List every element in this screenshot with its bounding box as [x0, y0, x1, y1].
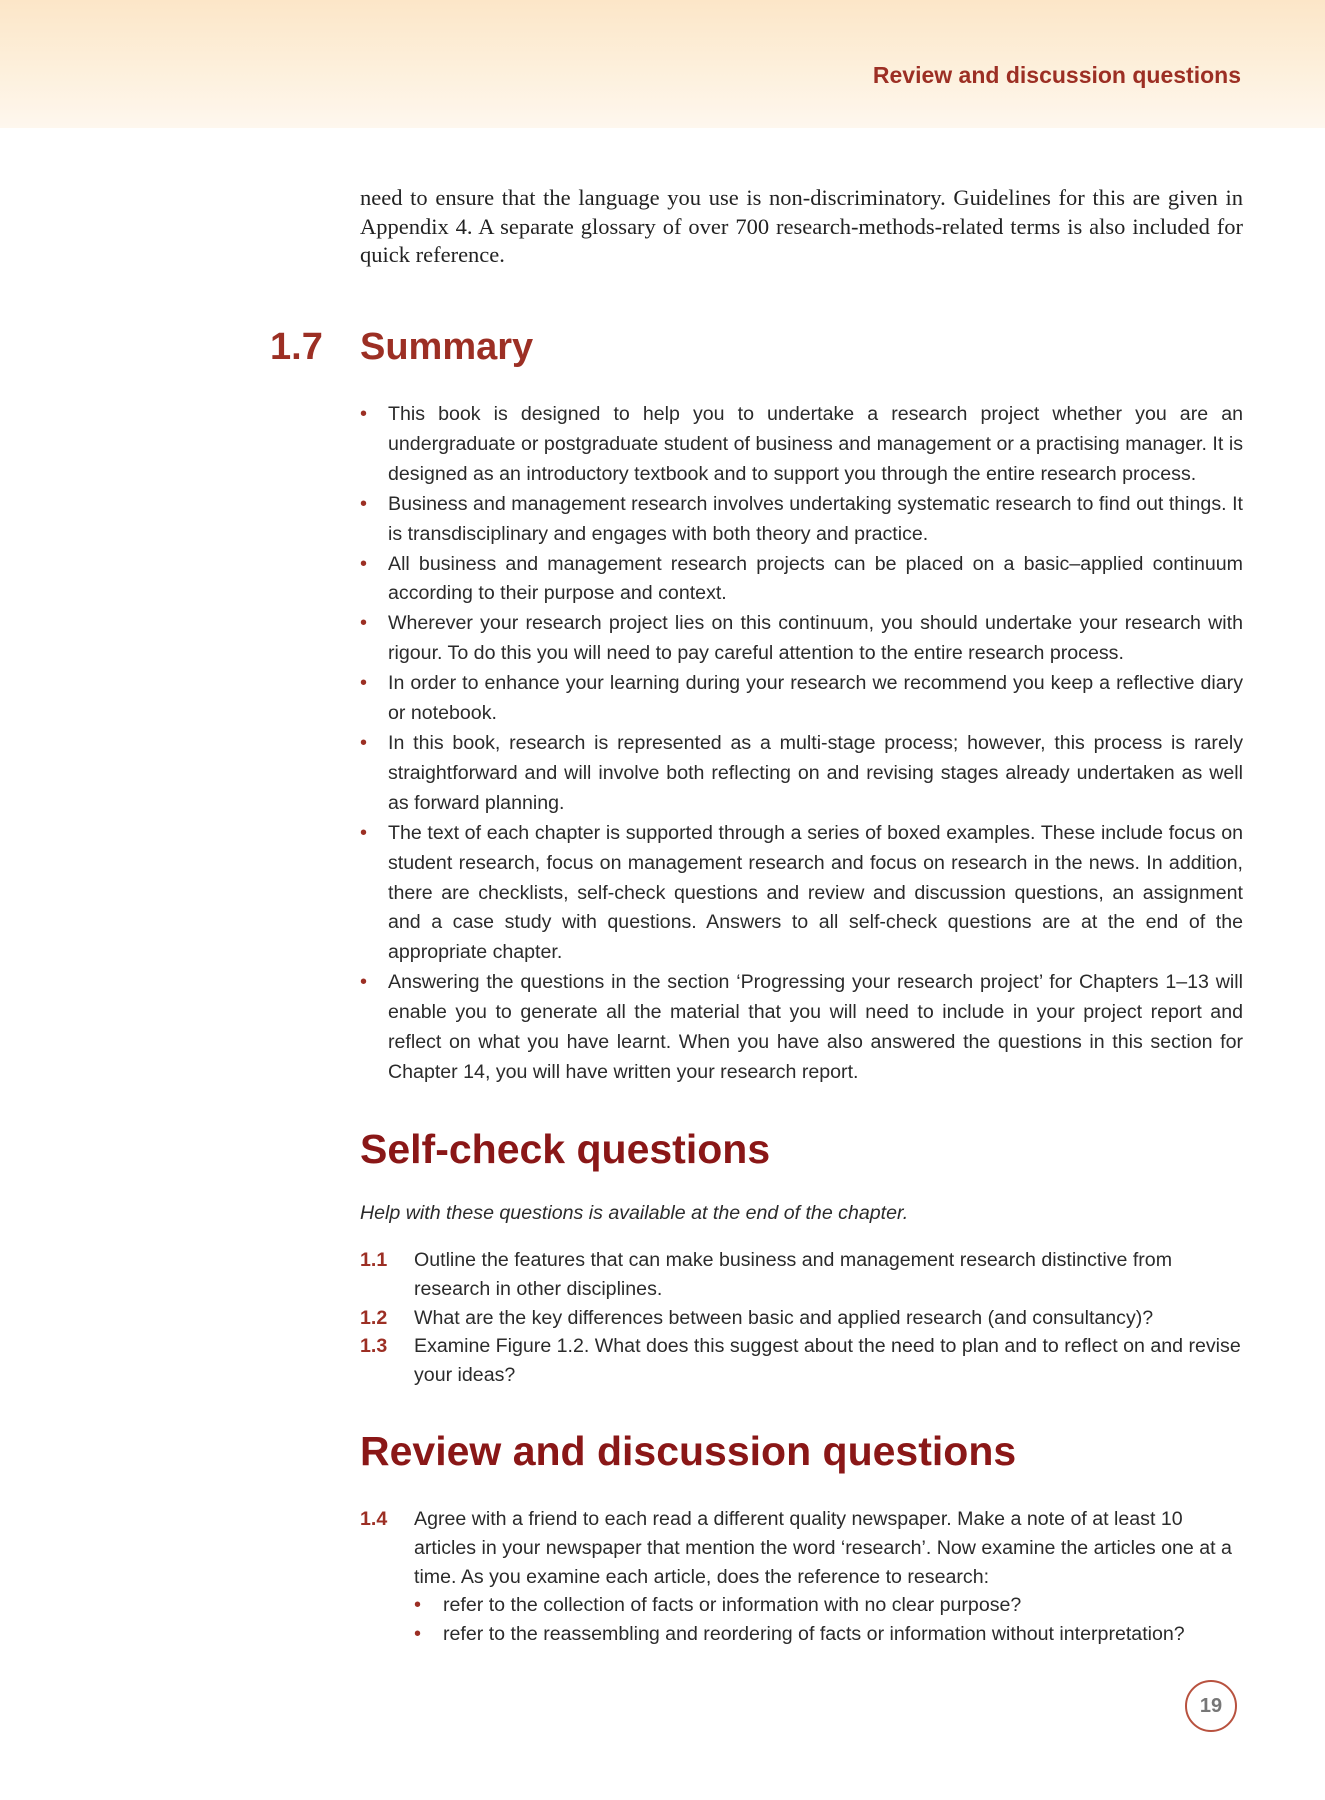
question-text: What are the key differences between basic and applied research (and consultancy)? — [414, 1306, 1154, 1329]
self-check-heading: Self-check questions — [360, 1126, 771, 1172]
bullet-icon: • — [414, 1623, 422, 1646]
self-check-list — [360, 1246, 1243, 1390]
bullet-icon: • — [360, 731, 368, 754]
question-text: Agree with a friend to each read a different quality newspaper. Make a note of at least 10 articles in your newspaper that mention the word ‘research’. Now examine the articles one at a time. As you examine each article, does the reference to research: — [414, 1508, 1232, 1588]
question-item — [360, 1332, 1243, 1390]
question-text: Outline the features that can make business and management research distinctive from research in other disciplines. — [414, 1249, 1173, 1300]
bullet-icon: • — [414, 1594, 422, 1617]
sub-item-text: refer to the reassembling and reordering of facts or information without interpretation? — [443, 1623, 1185, 1646]
question-item — [360, 1246, 1243, 1304]
summary-item — [360, 968, 1243, 1088]
question-number: 1.3 — [360, 1335, 388, 1358]
summary-item-text: Wherever your research project lies on this continuum, you should undertake your research with rigour. To do this you will need to pay careful attention to the entire research process. — [388, 612, 1243, 665]
section-number: 1.7 — [270, 326, 323, 368]
page-number-badge: 19 — [1185, 1680, 1237, 1732]
summary-item — [360, 550, 1243, 610]
review-list — [360, 1505, 1243, 1649]
summary-item-text: The text of each chapter is supported through a series of boxed examples. These include focus on student research, focus on management research and focus on research in the news. In addition, there are checklists, self-check questions and review and discussion questions, an assignment and a case study with questions. Answers to all self-check questions are at the end of the appropriate chapter. — [388, 821, 1243, 964]
sub-item — [414, 1591, 1243, 1620]
summary-list — [360, 400, 1243, 1088]
summary-item-text: Business and management research involves undertaking systematic research to find out things. It is transdisciplinary and engages with both theory and practice. — [388, 492, 1243, 545]
summary-item — [360, 400, 1243, 490]
bullet-icon: • — [360, 971, 368, 994]
sub-item-text: refer to the collection of facts or information with no clear purpose? — [443, 1594, 1022, 1617]
question-number: 1.1 — [360, 1249, 388, 1271]
intro-paragraph: need to ensure that the language you use is non-discriminatory. Guidelines for this are given in Appendix 4. A separate glossary of over 700 research-methods-related terms is also included for quick reference. — [360, 185, 1243, 268]
question-number: 1.4 — [360, 1508, 388, 1530]
question-item — [360, 1505, 1243, 1649]
question-text: Examine Figure 1.2. What does this suggest about the need to plan and to reflect on and revise your ideas? — [414, 1335, 1241, 1387]
summary-heading — [0, 326, 1325, 376]
summary-item-text: In order to enhance your learning during your research we recommend you keep a reflective diary or notebook. — [388, 672, 1243, 725]
summary-item — [360, 669, 1243, 729]
sub-item — [414, 1620, 1243, 1649]
self-check-note: Help with these questions is available at the end of the chapter. — [360, 1202, 909, 1224]
question-item — [360, 1304, 1243, 1333]
bullet-icon: • — [360, 821, 368, 844]
bullet-icon: • — [360, 492, 368, 515]
question-number: 1.2 — [360, 1306, 388, 1329]
summary-item — [360, 729, 1243, 819]
summary-item-text: This book is designed to help you to undertake a research project whether you are an undergraduate or postgraduate student of business and management or a practising manager. It is designed as an introductory textbook and to support you through the entire research process. — [388, 403, 1243, 485]
running-head: Review and discussion questions — [872, 62, 1241, 88]
question-sublist — [414, 1591, 1243, 1649]
summary-item-text: Answering the questions in the section ‘Progressing your research project’ for Chapters 1–13 will enable you to generate all the material that you will need to include in your project report and reflect on what you have learnt. When you have also answered the questions in this section for Chapter 14, you will have written your research report. — [388, 971, 1243, 1083]
summary-item-text: In this book, research is represented as a multi-stage process; however, this process is rarely straightforward and will involve both reflecting on and revising stages already undertaken as well as forward planning. — [388, 731, 1243, 814]
summary-item — [360, 819, 1243, 969]
summary-item — [360, 609, 1243, 669]
bullet-icon: • — [360, 403, 368, 425]
bullet-icon: • — [360, 552, 368, 575]
review-heading: Review and discussion questions — [360, 1428, 1017, 1474]
bullet-icon: • — [360, 672, 368, 695]
summary-item — [360, 490, 1243, 550]
summary-item-text: All business and management research projects can be placed on a basic–applied continuum according to their purpose and context. — [388, 552, 1243, 605]
bullet-icon: • — [360, 612, 368, 635]
section-title: Summary — [360, 326, 534, 368]
